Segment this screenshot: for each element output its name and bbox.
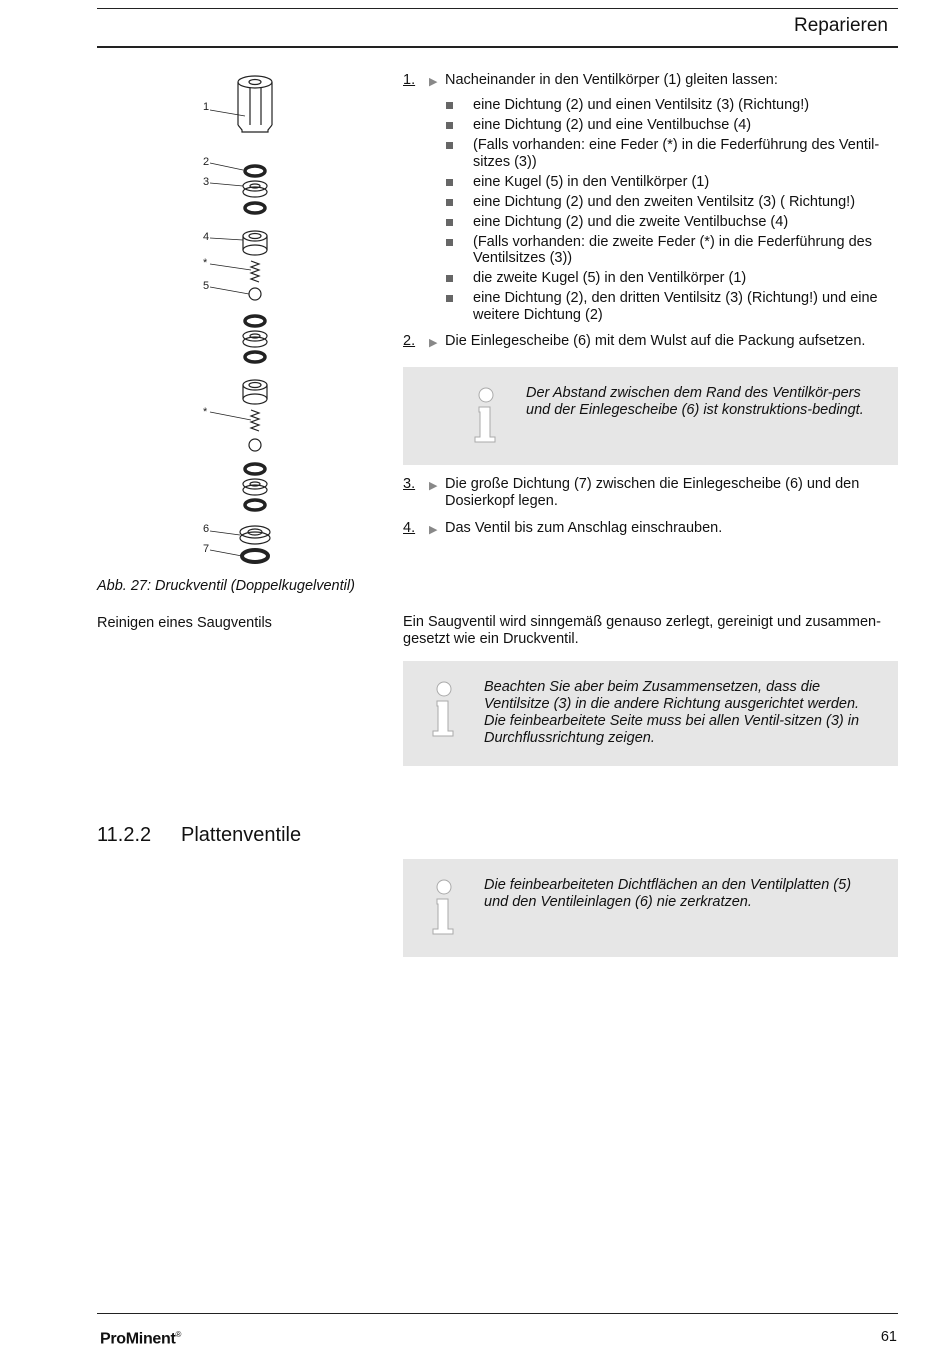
step-text: Nacheinander in den Ventilkörper (1) gleiten lassen:: [445, 72, 778, 88]
valve-seat-part: [243, 479, 267, 495]
figure-caption: Abb. 27: Druckventil (Doppelkugelventil): [97, 578, 355, 594]
figure-label: 2: [203, 156, 210, 168]
seal-ring: [245, 500, 265, 510]
step-1: [403, 72, 898, 91]
bullet-item: eine Dichtung (2) und eine Ventilbuchse (4): [445, 117, 898, 134]
large-seal-ring: [242, 550, 268, 562]
info-note-text: Der Abstand zwischen dem Rand des Ventilkör-pers und der Einlegescheibe (6) ist konstruktions-bedingt.: [526, 385, 864, 418]
instruction-steps-continued: [403, 476, 898, 549]
info-note-text: Die feinbearbeiteten Dichtflächen an den Ventilplatten (5) und den Ventileinlagen (6) nie zerkratzen.: [484, 877, 852, 910]
figure-label: 5: [203, 280, 210, 292]
figure-label: 3: [203, 176, 210, 188]
seal-ring: [245, 464, 265, 474]
valve-seat-part: [243, 181, 267, 197]
info-icon: [427, 879, 461, 937]
valve-ball-part: [249, 439, 261, 451]
step-arrow-icon: ▶: [429, 337, 438, 349]
bullet-item: eine Dichtung (2) und die zweite Ventilbuchse (4): [445, 214, 898, 231]
bullet-item: (Falls vorhanden: die zweite Feder (*) in die Federführung des Ventilsitzes (3)): [445, 234, 898, 267]
section-title: Plattenventile: [181, 824, 302, 846]
step-arrow-icon: ▶: [429, 524, 438, 536]
figure-label: 1: [203, 101, 210, 113]
header-rule: [97, 46, 898, 48]
bullet-item: die zweite Kugel (5) in den Ventilkörper (1): [445, 270, 898, 287]
spring-part: [251, 261, 259, 282]
valve-bushing-part: [243, 231, 267, 255]
figure-label: 6: [203, 523, 210, 535]
insert-washer-part: [240, 526, 270, 544]
step-text: Die Einlegescheibe (6) mit dem Wulst auf die Packung aufsetzen.: [445, 333, 866, 349]
step-text: Das Ventil bis zum Anschlag einschrauben.: [445, 520, 723, 536]
info-note-text: Beachten Sie aber beim Zusammensetzen, dass die Ventilsitze (3) in die andere Richtung ausgerichtet werden. Die feinbearbeitete Seite muss bei allen Ventil-sitzen (3) in Durchflussrichtung zeigen.: [484, 679, 860, 746]
seal-ring: [245, 352, 265, 362]
info-note: [403, 661, 898, 766]
valve-seat-part: [243, 331, 267, 347]
bullet-item: eine Dichtung (2) und einen Ventilsitz (3) (Richtung!): [445, 97, 898, 114]
valve-exploded-diagram: [195, 70, 285, 570]
step-number: 2.: [403, 333, 416, 349]
brand-logo: [100, 1330, 181, 1348]
valve-ball-part: [249, 288, 261, 300]
bullet-item: (Falls vorhanden: eine Feder (*) in die Federführung des Ventil-sitzes (3)): [445, 137, 898, 170]
valve-body-part: [238, 76, 272, 132]
step-3: [403, 476, 898, 510]
step-4: [403, 520, 898, 539]
seal-ring: [245, 316, 265, 326]
footer-rule: [97, 1313, 898, 1314]
registered-mark: ®: [175, 1330, 182, 1339]
top-rule: [97, 8, 898, 9]
seal-ring: [245, 203, 265, 213]
bullet-item: eine Kugel (5) in den Ventilkörper (1): [445, 174, 898, 191]
body-paragraph: Ein Saugventil wird sinngemäß genauso zerlegt, gereinigt und zusammen-gesetzt wie ein Druckventil.: [403, 614, 881, 647]
bullet-item: eine Dichtung (2), den dritten Ventilsitz (3) (Richtung!) und eine weitere Dichtung (2): [445, 290, 898, 323]
info-icon: [427, 681, 461, 739]
brand-logo-text: ProMinent: [100, 1330, 176, 1348]
figure-label: 4: [203, 231, 210, 243]
step-number: 1.: [403, 72, 416, 88]
section-number: 11.2.2: [97, 824, 152, 846]
spring-part: [251, 410, 259, 431]
info-icon: [469, 387, 503, 445]
step-number: 3.: [403, 476, 416, 492]
step-arrow-icon: ▶: [429, 76, 438, 88]
seal-ring: [245, 166, 265, 176]
figure-label: 7: [203, 543, 210, 555]
bullet-item: eine Dichtung (2) und den zweiten Ventilsitz (3) ( Richtung!): [445, 194, 898, 211]
step-text: Die große Dichtung (7) zwischen die Einlegescheibe (6) und den Dosierkopf legen.: [445, 476, 860, 509]
step-2: [403, 333, 898, 352]
figure-label: *: [203, 257, 208, 269]
info-note: [403, 859, 898, 957]
section-heading: [97, 824, 301, 847]
page-number: 61: [880, 1329, 897, 1345]
page-header-title: Reparieren: [794, 15, 888, 36]
figure-label: *: [203, 406, 208, 418]
instruction-steps: [403, 72, 898, 362]
info-note: [403, 367, 898, 465]
valve-bushing-part: [243, 380, 267, 404]
step-number: 4.: [403, 520, 416, 536]
step-arrow-icon: ▶: [429, 480, 438, 492]
side-heading: Reinigen eines Saugventils: [97, 615, 272, 631]
step-1-bullets: [445, 97, 898, 323]
